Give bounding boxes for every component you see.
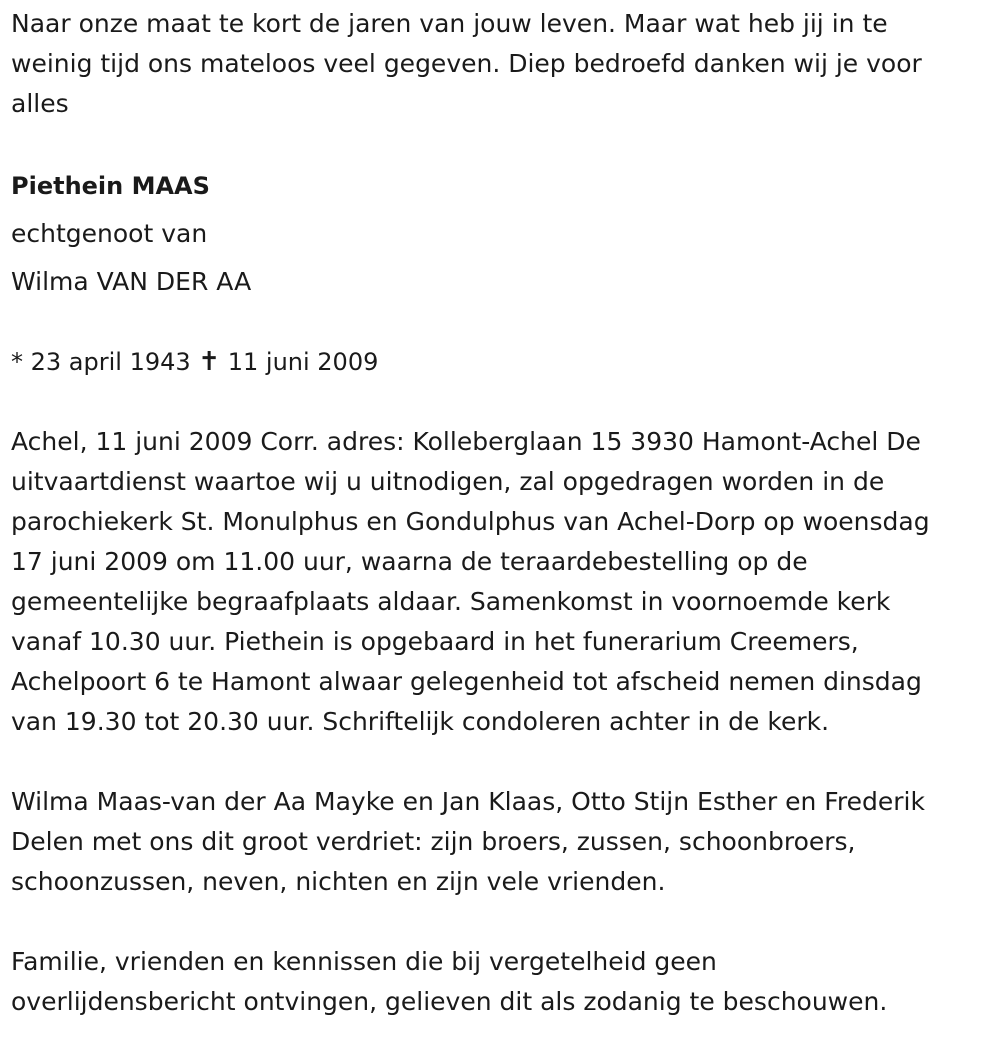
cross-icon: ✝ bbox=[198, 347, 221, 377]
notice-paragraph bbox=[11, 942, 887, 1022]
intro-line: Naar onze maat te kort de jaren van jouw leven. Maar wat heb jij in te bbox=[11, 9, 888, 38]
spouse-label: echtgenoot van bbox=[11, 219, 208, 248]
details-line: gemeentelijke begraafplaats aldaar. Samenkomst in voornoemde kerk bbox=[11, 587, 891, 616]
notice-line: overlijdensbericht ontvingen, gelieven dit als zodanig te beschouwen. bbox=[11, 987, 888, 1016]
details-line: parochiekerk St. Monulphus en Gondulphus van Achel-Dorp op woensdag bbox=[11, 507, 930, 536]
intro-paragraph bbox=[11, 4, 922, 124]
intro-line: alles bbox=[11, 89, 69, 118]
family-line: Delen met ons dit groot verdriet: zijn broers, zussen, schoonbroers, bbox=[11, 827, 856, 856]
spouse-name: Wilma VAN DER AA bbox=[11, 267, 252, 296]
details-line: van 19.30 tot 20.30 uur. Schriftelijk condoleren achter in de kerk. bbox=[11, 707, 830, 736]
family-line: schoonzussen, neven, nichten en zijn vele vrienden. bbox=[11, 867, 666, 896]
intro-line: weinig tijd ons mateloos veel gegeven. Diep bedroefd danken wij je voor bbox=[11, 49, 922, 78]
details-line: vanaf 10.30 uur. Piethein is opgebaard in het funerarium Creemers, bbox=[11, 627, 859, 656]
funeral-details-paragraph bbox=[11, 422, 930, 742]
details-line: 17 juni 2009 om 11.00 uur, waarna de teraardebestelling op de bbox=[11, 547, 808, 576]
family-paragraph bbox=[11, 782, 925, 902]
details-line: Achel, 11 juni 2009 Corr. adres: Kolleberglaan 15 3930 Hamont-Achel De bbox=[11, 427, 921, 456]
death-date: 11 juni 2009 bbox=[227, 348, 379, 376]
birth-date: * 23 april 1943 bbox=[11, 348, 191, 376]
deceased-name: Piethein MAAS bbox=[11, 172, 210, 200]
notice-line: Familie, vrienden en kennissen die bij vergetelheid geen bbox=[11, 947, 717, 976]
details-line: Achelpoort 6 te Hamont alwaar gelegenheid tot afscheid nemen dinsdag bbox=[11, 667, 922, 696]
life-dates bbox=[11, 342, 378, 382]
family-line: Wilma Maas-van der Aa Mayke en Jan Klaas, Otto Stijn Esther en Frederik bbox=[11, 787, 925, 816]
details-line: uitvaartdienst waartoe wij u uitnodigen, zal opgedragen worden in de bbox=[11, 467, 885, 496]
